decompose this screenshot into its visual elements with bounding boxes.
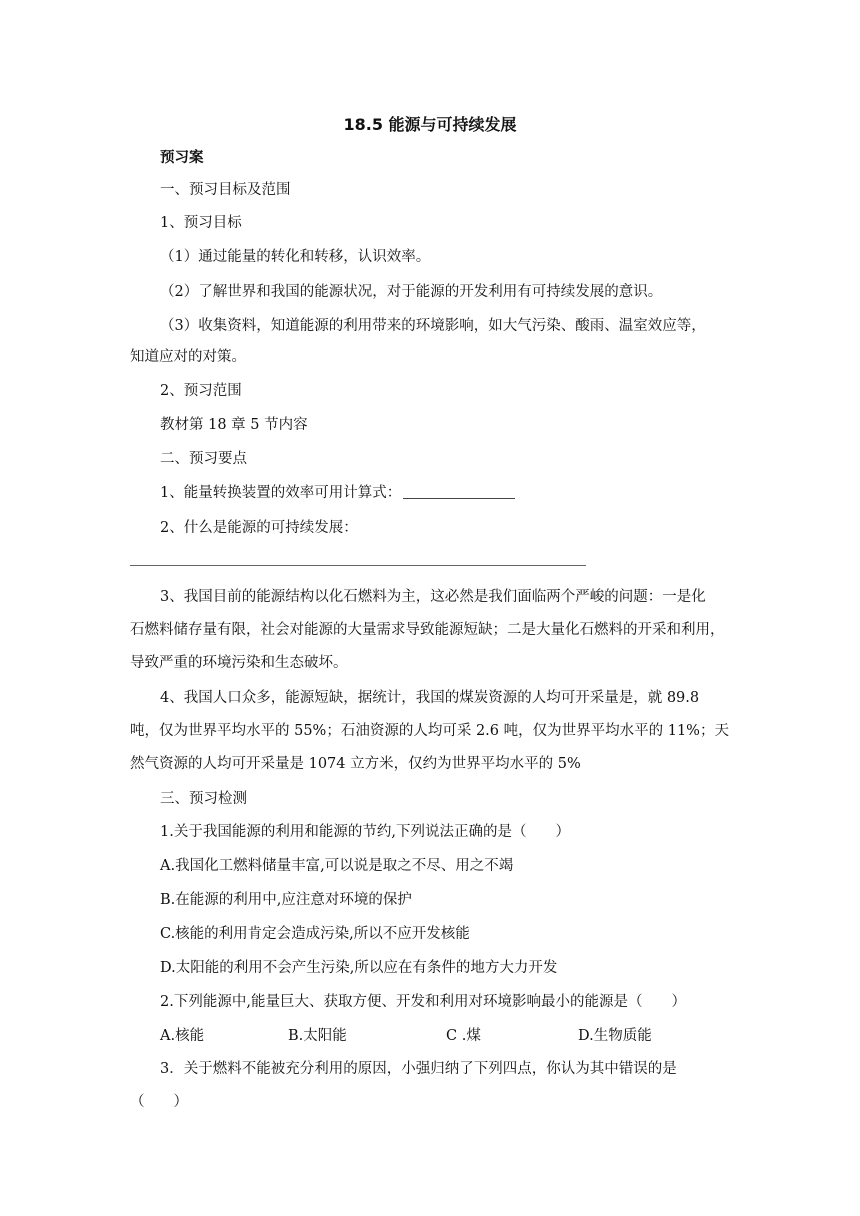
- question-2-stem: 2.下列能源中,能量巨大、获取方便、开发和利用对环境影响最小的能源是（ ）: [160, 994, 686, 1010]
- goal-heading: 1、预习目标: [160, 215, 242, 231]
- question-1-option-b: B.在能源的利用中,应注意对环境的保护: [160, 892, 412, 908]
- question-1-option-a: A.我国化工燃料储量丰富,可以说是取之不尽、用之不竭: [160, 858, 514, 874]
- point-1-text: 1、能量转换装置的效率可用计算式：: [160, 485, 402, 501]
- goal-item: （3）收集资料，知道能源的利用带来的环境影响，如大气污染、酸雨、温室效应等，: [160, 318, 706, 334]
- question-2-option-d: D.生物质能: [578, 1028, 652, 1044]
- range-text: 教材第 18 章 5 节内容: [160, 417, 308, 433]
- range-heading: 2、预习范围: [160, 383, 242, 399]
- point-3-line: 石燃料储存量有限，社会对能源的大量需求导致能源短缺；二是大量化石燃料的开采和利用，: [130, 622, 725, 638]
- question-3-stem: 3．关于燃料不能被充分利用的原因，小强归纳了下列四点，你认为其中错误的是: [160, 1061, 677, 1077]
- point-4-line: 吨，仅为世界平均水平的 55%；石油资源的人均可采 2.6 吨，仅为世界平均水平的 11%；天: [130, 723, 729, 739]
- point-4-line: 然气资源的人均可开采量是 1074 立方米，仅约为世界平均水平的 5%: [130, 756, 581, 772]
- answer-line[interactable]: [130, 565, 586, 566]
- point-3-line: 3、我国目前的能源结构以化石燃料为主，这必然是我们面临两个严峻的问题：一是化: [160, 589, 706, 605]
- section-heading-2: 二、预习要点: [160, 451, 247, 467]
- point-4-line: 4、我国人口众多，能源短缺，据统计，我国的煤炭资源的人均可开采量是，就 89.8: [160, 690, 700, 706]
- section-label: 预习案: [160, 150, 204, 166]
- question-2-option-c: C .煤: [446, 1028, 481, 1044]
- question-1-option-d: D.太阳能的利用不会产生污染,所以应在有条件的地方大力开发: [160, 960, 558, 976]
- section-heading-3: 三、预习检测: [160, 791, 247, 807]
- question-2-option-b: B.太阳能: [288, 1028, 347, 1044]
- page-title: 18.5 能源与可持续发展: [343, 115, 517, 134]
- goal-item: （2）了解世界和我国的能源状况，对于能源的开发利用有可持续发展的意识。: [160, 284, 663, 300]
- point-2: 2、什么是能源的可持续发展：: [160, 520, 358, 536]
- question-2-option-a: A.核能: [160, 1028, 205, 1044]
- question-3-answer-paren: （ ）: [130, 1094, 188, 1110]
- section-heading-1: 一、预习目标及范围: [160, 182, 291, 198]
- answer-blank[interactable]: [403, 484, 515, 499]
- point-3-line: 导致严重的环境污染和生态破坏。: [130, 655, 348, 671]
- goal-item-continued: 知道应对的对策。: [130, 349, 246, 365]
- question-1-option-c: C.核能的利用肯定会造成污染,所以不应开发核能: [160, 926, 470, 942]
- goal-item: （1）通过能量的转化和转移，认识效率。: [160, 249, 431, 265]
- point-1: [160, 483, 760, 503]
- question-1-stem: 1.关于我国能源的利用和能源的节约,下列说法正确的是（ ）: [160, 824, 570, 840]
